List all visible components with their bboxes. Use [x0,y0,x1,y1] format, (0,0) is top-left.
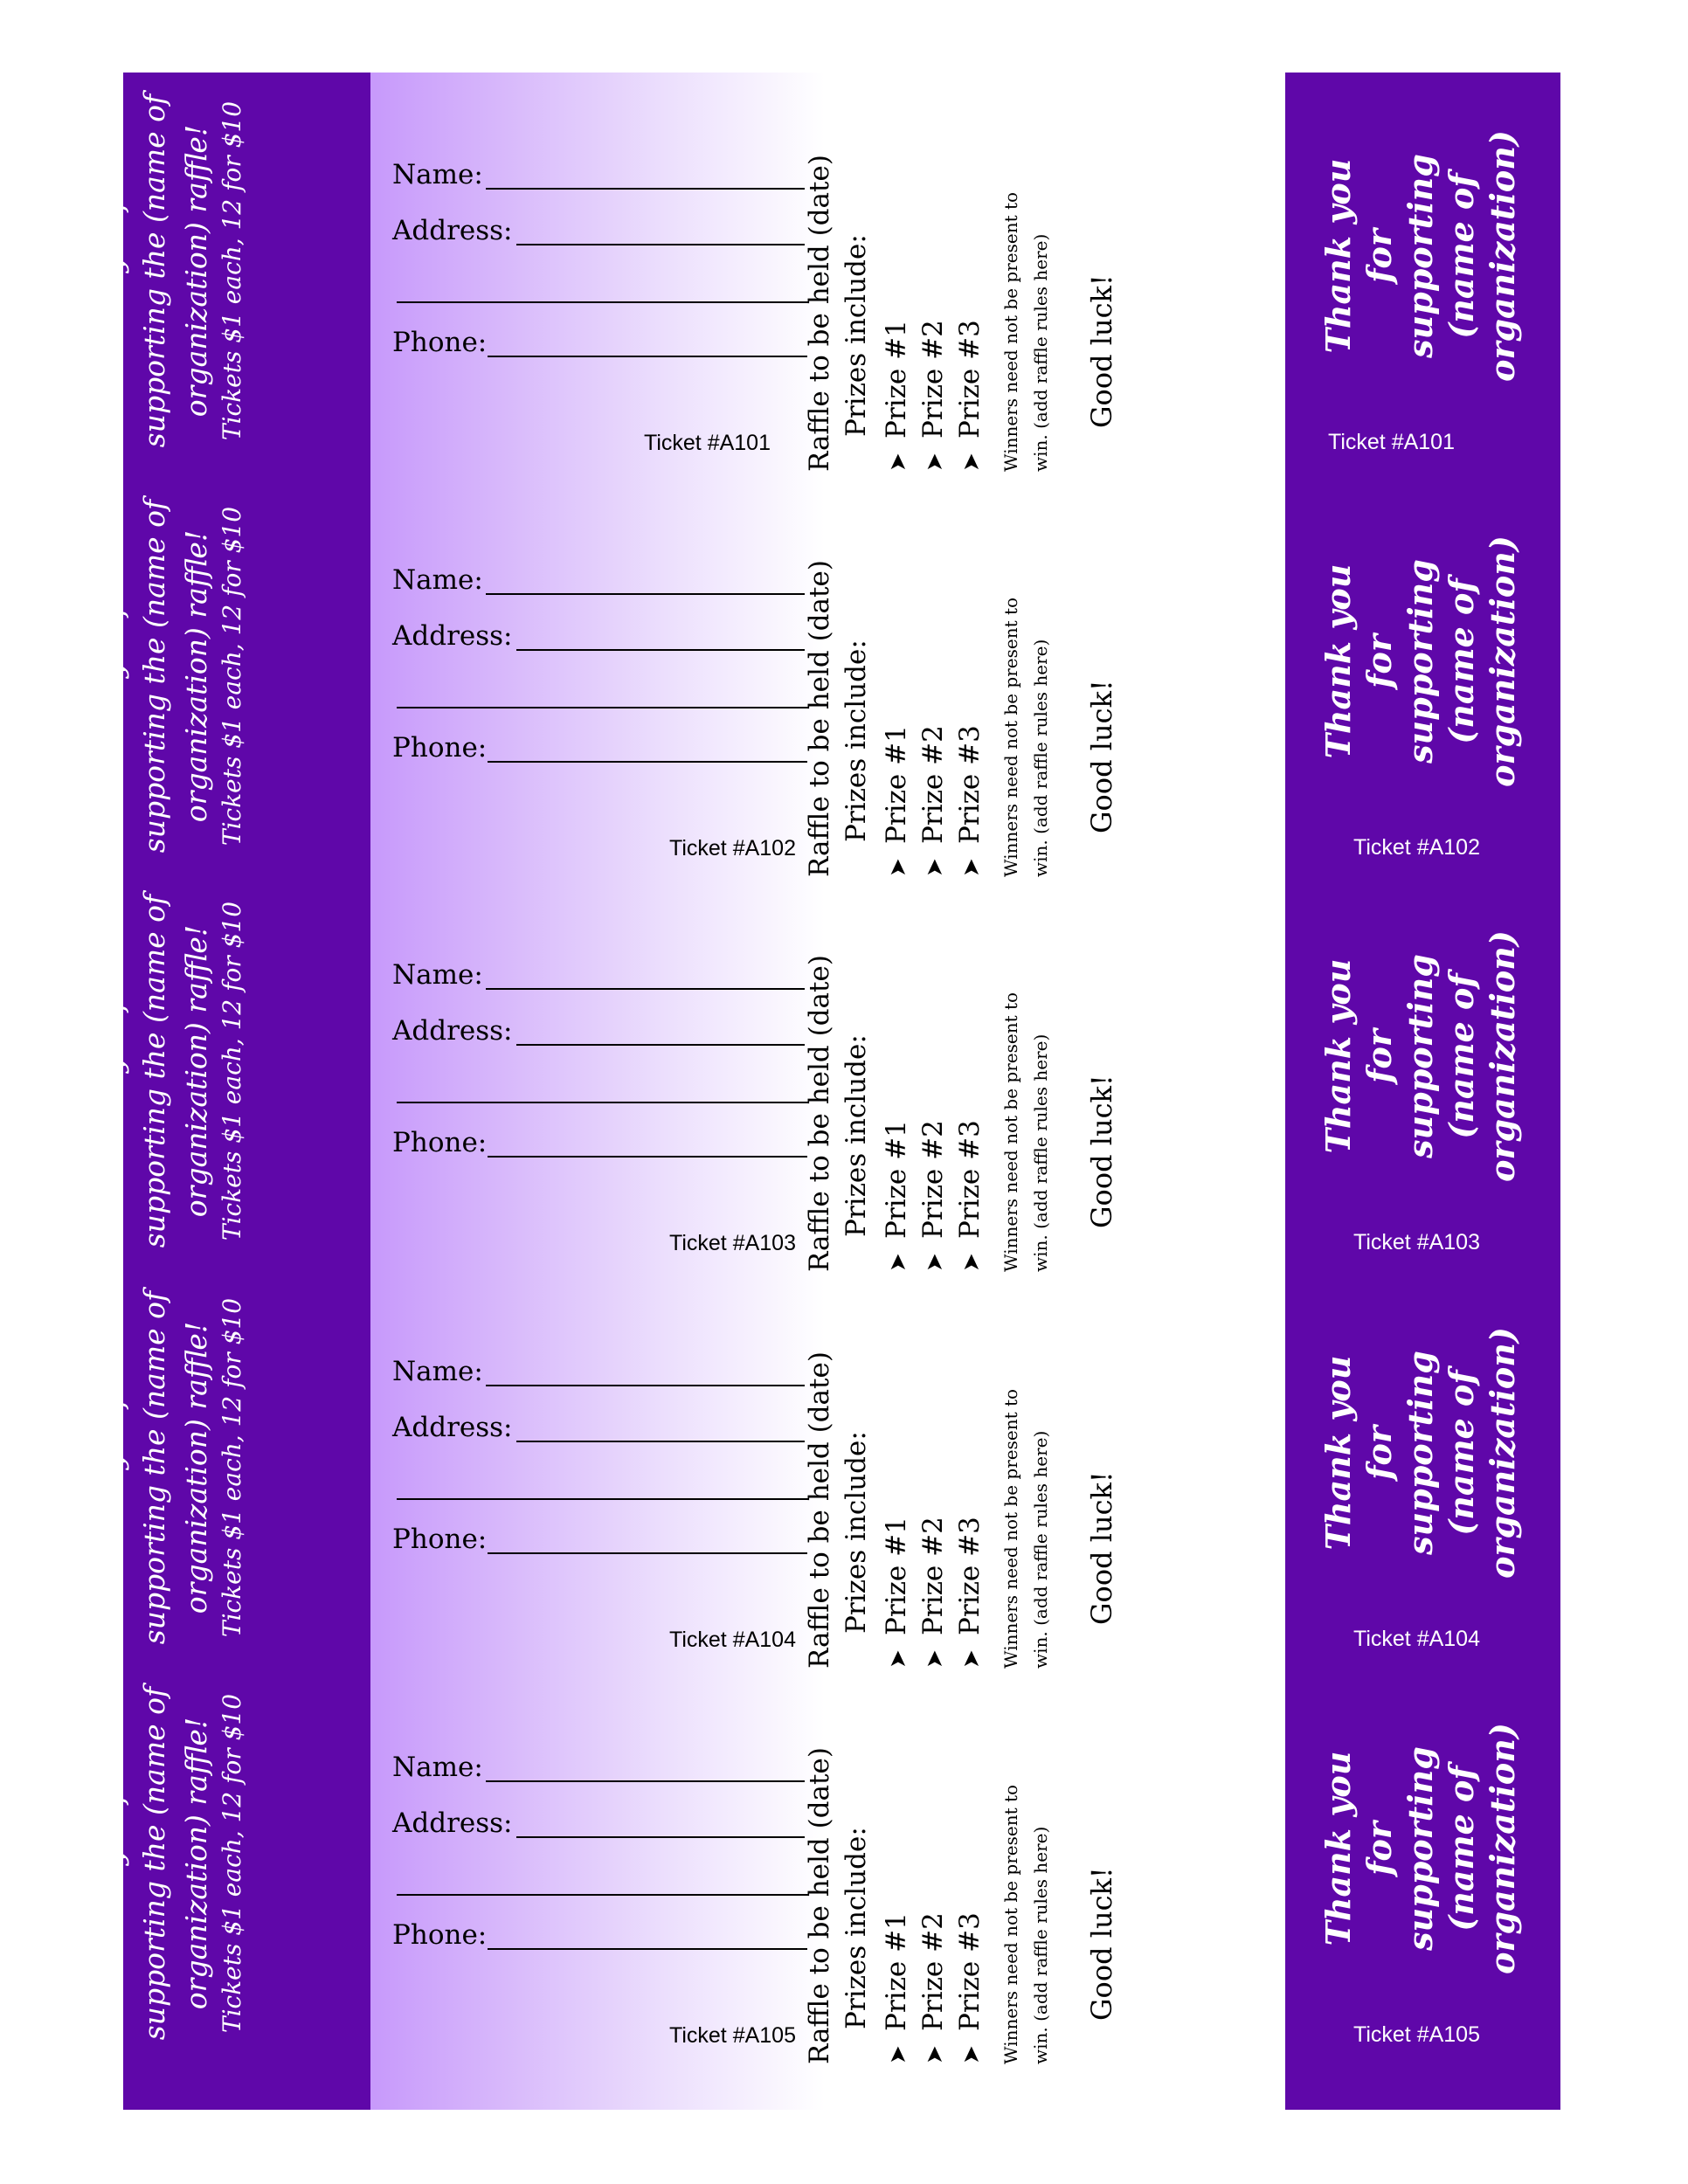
prize-item: ➤Prize #1 [881,320,912,472]
phone-field-line[interactable] [488,1156,807,1158]
prize-item: ➤Prize #2 [917,320,949,472]
prize-item: ➤Prize #1 [881,725,912,877]
address-field-line-2[interactable] [397,1894,808,1896]
stub-line: Thank you for [95,1761,129,1966]
address-field-line-2[interactable] [397,1102,808,1103]
arrowhead-icon: ➤ [958,1253,985,1272]
name-field-line[interactable] [486,1385,805,1386]
ticket-number: Ticket #A104 [669,1628,796,1652]
address-label: Address: [392,620,513,652]
prize-item: ➤Prize #3 [954,320,986,472]
stub-message [92,874,258,1268]
stub-line: organization) raffle! [179,124,213,418]
prize-item: ➤Prize #2 [917,1517,949,1669]
name-label: Name: [392,1356,483,1387]
stub-price: Tickets $1 each, 12 for $10 [218,901,246,1241]
phone-label: Phone: [392,1919,488,1951]
address-label: Address: [392,215,513,246]
address-field-line[interactable] [516,244,805,245]
address-label: Address: [392,1807,513,1839]
raffle-date: Raffle to be held (date) [804,560,835,877]
raffle-info [804,70,1127,472]
right-stub-message: Thank you for supporting (name of organization) [1318,536,1522,787]
prizes-heading: Prizes include: [841,234,872,437]
stub-line: supporting the (name of [137,93,171,448]
arrowhead-icon: ➤ [958,858,985,877]
raffle-rules: Winners need not be present to win. (add raffle rules here) [1000,191,1051,472]
name-label: Name: [392,159,483,190]
stub-line: Thank you for [95,1365,129,1570]
arrowhead-icon: ➤ [922,1649,948,1669]
phone-field-line[interactable] [488,356,807,357]
name-field-line[interactable] [486,988,805,990]
raffle-info [804,1267,1127,1669]
raffle-date: Raffle to be held (date) [804,155,835,472]
stub-line: Thank you for [95,169,129,373]
stub-message [92,1667,258,2060]
stub-price: Tickets $1 each, 12 for $10 [218,1693,246,2034]
arrowhead-icon: ➤ [922,453,948,472]
phone-label: Phone: [392,732,488,764]
name-label: Name: [392,1752,483,1783]
prize-item: ➤Prize #2 [917,1912,949,2064]
stub-line: organization) raffle! [179,1321,213,1614]
right-stub-message: Thank you for supporting (name of organization) [1318,1327,1522,1579]
ticket-number: Ticket #A102 [669,836,796,860]
address-field-line[interactable] [516,649,805,651]
stub-message [92,74,258,467]
stub-line: supporting the (name of [137,894,171,1248]
raffle-info [804,1662,1127,2064]
arrowhead-icon: ➤ [958,453,985,472]
stub-line: organization) raffle! [179,1717,213,2010]
address-label: Address: [392,1015,513,1047]
stub-message [92,1271,258,1664]
phone-label: Phone: [392,1524,488,1555]
right-stub-message: Thank you for supporting (name of organization) [1318,130,1522,382]
name-field-line[interactable] [486,188,805,190]
raffle-ticket [0,1665,1688,2064]
arrowhead-icon: ➤ [885,2045,911,2064]
ticket-number-stub: Ticket #A103 [1353,1230,1480,1254]
right-stub-message: Thank you for supporting (name of organization) [1318,930,1522,1182]
prizes-heading: Prizes include: [841,1827,872,2029]
name-field-line[interactable] [486,593,805,595]
good-luck: Good luck! [1085,1471,1118,1625]
raffle-ticket [0,873,1688,1272]
raffle-rules: Winners need not be present to win. (add raffle rules here) [1000,992,1051,1272]
address-field-line[interactable] [516,1044,805,1046]
name-field-line[interactable] [486,1780,805,1782]
stub-price: Tickets $1 each, 12 for $10 [218,506,246,847]
right-stub-message: Thank you for supporting (name of organization) [1318,1723,1522,1974]
prizes-heading: Prizes include: [841,639,872,842]
stub-price: Tickets $1 each, 12 for $10 [218,100,246,441]
arrowhead-icon: ➤ [922,2045,948,2064]
good-luck: Good luck! [1085,1867,1118,2021]
raffle-rules: Winners need not be present to win. (add raffle rules here) [1000,597,1051,877]
ticket-number-stub: Ticket #A105 [1353,2022,1480,2047]
address-label: Address: [392,1412,513,1443]
prize-item: ➤Prize #1 [881,1912,912,2064]
raffle-ticket [0,73,1688,472]
prize-item: ➤Prize #2 [917,725,949,877]
raffle-date: Raffle to be held (date) [804,955,835,1272]
stub-line: organization) raffle! [179,529,213,823]
phone-field-line[interactable] [488,1552,807,1554]
address-field-line[interactable] [516,1441,805,1442]
phone-label: Phone: [392,327,488,358]
arrowhead-icon: ➤ [922,1253,948,1272]
prize-item: ➤Prize #2 [917,1120,949,1272]
raffle-ticket [0,478,1688,877]
good-luck: Good luck! [1085,1075,1118,1228]
stub-line: Thank you for [95,969,129,1173]
name-label: Name: [392,564,483,596]
prizes-heading: Prizes include: [841,1431,872,1634]
raffle-date: Raffle to be held (date) [804,1747,835,2064]
ticket-number-stub: Ticket #A101 [1328,430,1455,454]
address-field-line[interactable] [516,1836,805,1838]
arrowhead-icon: ➤ [885,1649,911,1669]
prize-item: ➤Prize #3 [954,725,986,877]
phone-label: Phone: [392,1127,488,1158]
ticket-number: Ticket #A101 [644,431,771,455]
raffle-info [804,475,1127,877]
stub-line: supporting the (name of [137,1686,171,2041]
address-field-line-2[interactable] [397,301,808,303]
stub-line: organization) raffle! [179,924,213,1218]
arrowhead-icon: ➤ [958,2045,985,2064]
phone-field-line[interactable] [488,761,807,763]
address-field-line-2[interactable] [397,707,808,708]
raffle-info [804,870,1127,1272]
good-luck: Good luck! [1085,274,1118,428]
phone-field-line[interactable] [488,1948,807,1950]
stub-price: Tickets $1 each, 12 for $10 [218,1297,246,1638]
prizes-heading: Prizes include: [841,1034,872,1237]
raffle-rules: Winners need not be present to win. (add raffle rules here) [1000,1784,1051,2064]
ticket-number: Ticket #A103 [669,1231,796,1255]
name-label: Name: [392,959,483,991]
stub-message [92,480,258,873]
prize-item: ➤Prize #1 [881,1517,912,1669]
raffle-date: Raffle to be held (date) [804,1351,835,1669]
address-field-line-2[interactable] [397,1498,808,1500]
good-luck: Good luck! [1085,680,1118,833]
prize-item: ➤Prize #3 [954,1120,986,1272]
arrowhead-icon: ➤ [885,453,911,472]
arrowhead-icon: ➤ [958,1649,985,1669]
raffle-ticket [0,1269,1688,1669]
prize-item: ➤Prize #3 [954,1912,986,2064]
raffle-rules: Winners need not be present to win. (add raffle rules here) [1000,1388,1051,1669]
arrowhead-icon: ➤ [885,858,911,877]
prize-item: ➤Prize #3 [954,1517,986,1669]
arrowhead-icon: ➤ [885,1253,911,1272]
ticket-number-stub: Ticket #A102 [1353,835,1480,860]
arrowhead-icon: ➤ [922,858,948,877]
stub-line: supporting the (name of [137,1290,171,1645]
prize-item: ➤Prize #1 [881,1120,912,1272]
stub-line: Thank you for [95,574,129,778]
ticket-number-stub: Ticket #A104 [1353,1627,1480,1651]
ticket-number: Ticket #A105 [669,2023,796,2048]
stub-line: supporting the (name of [137,499,171,854]
